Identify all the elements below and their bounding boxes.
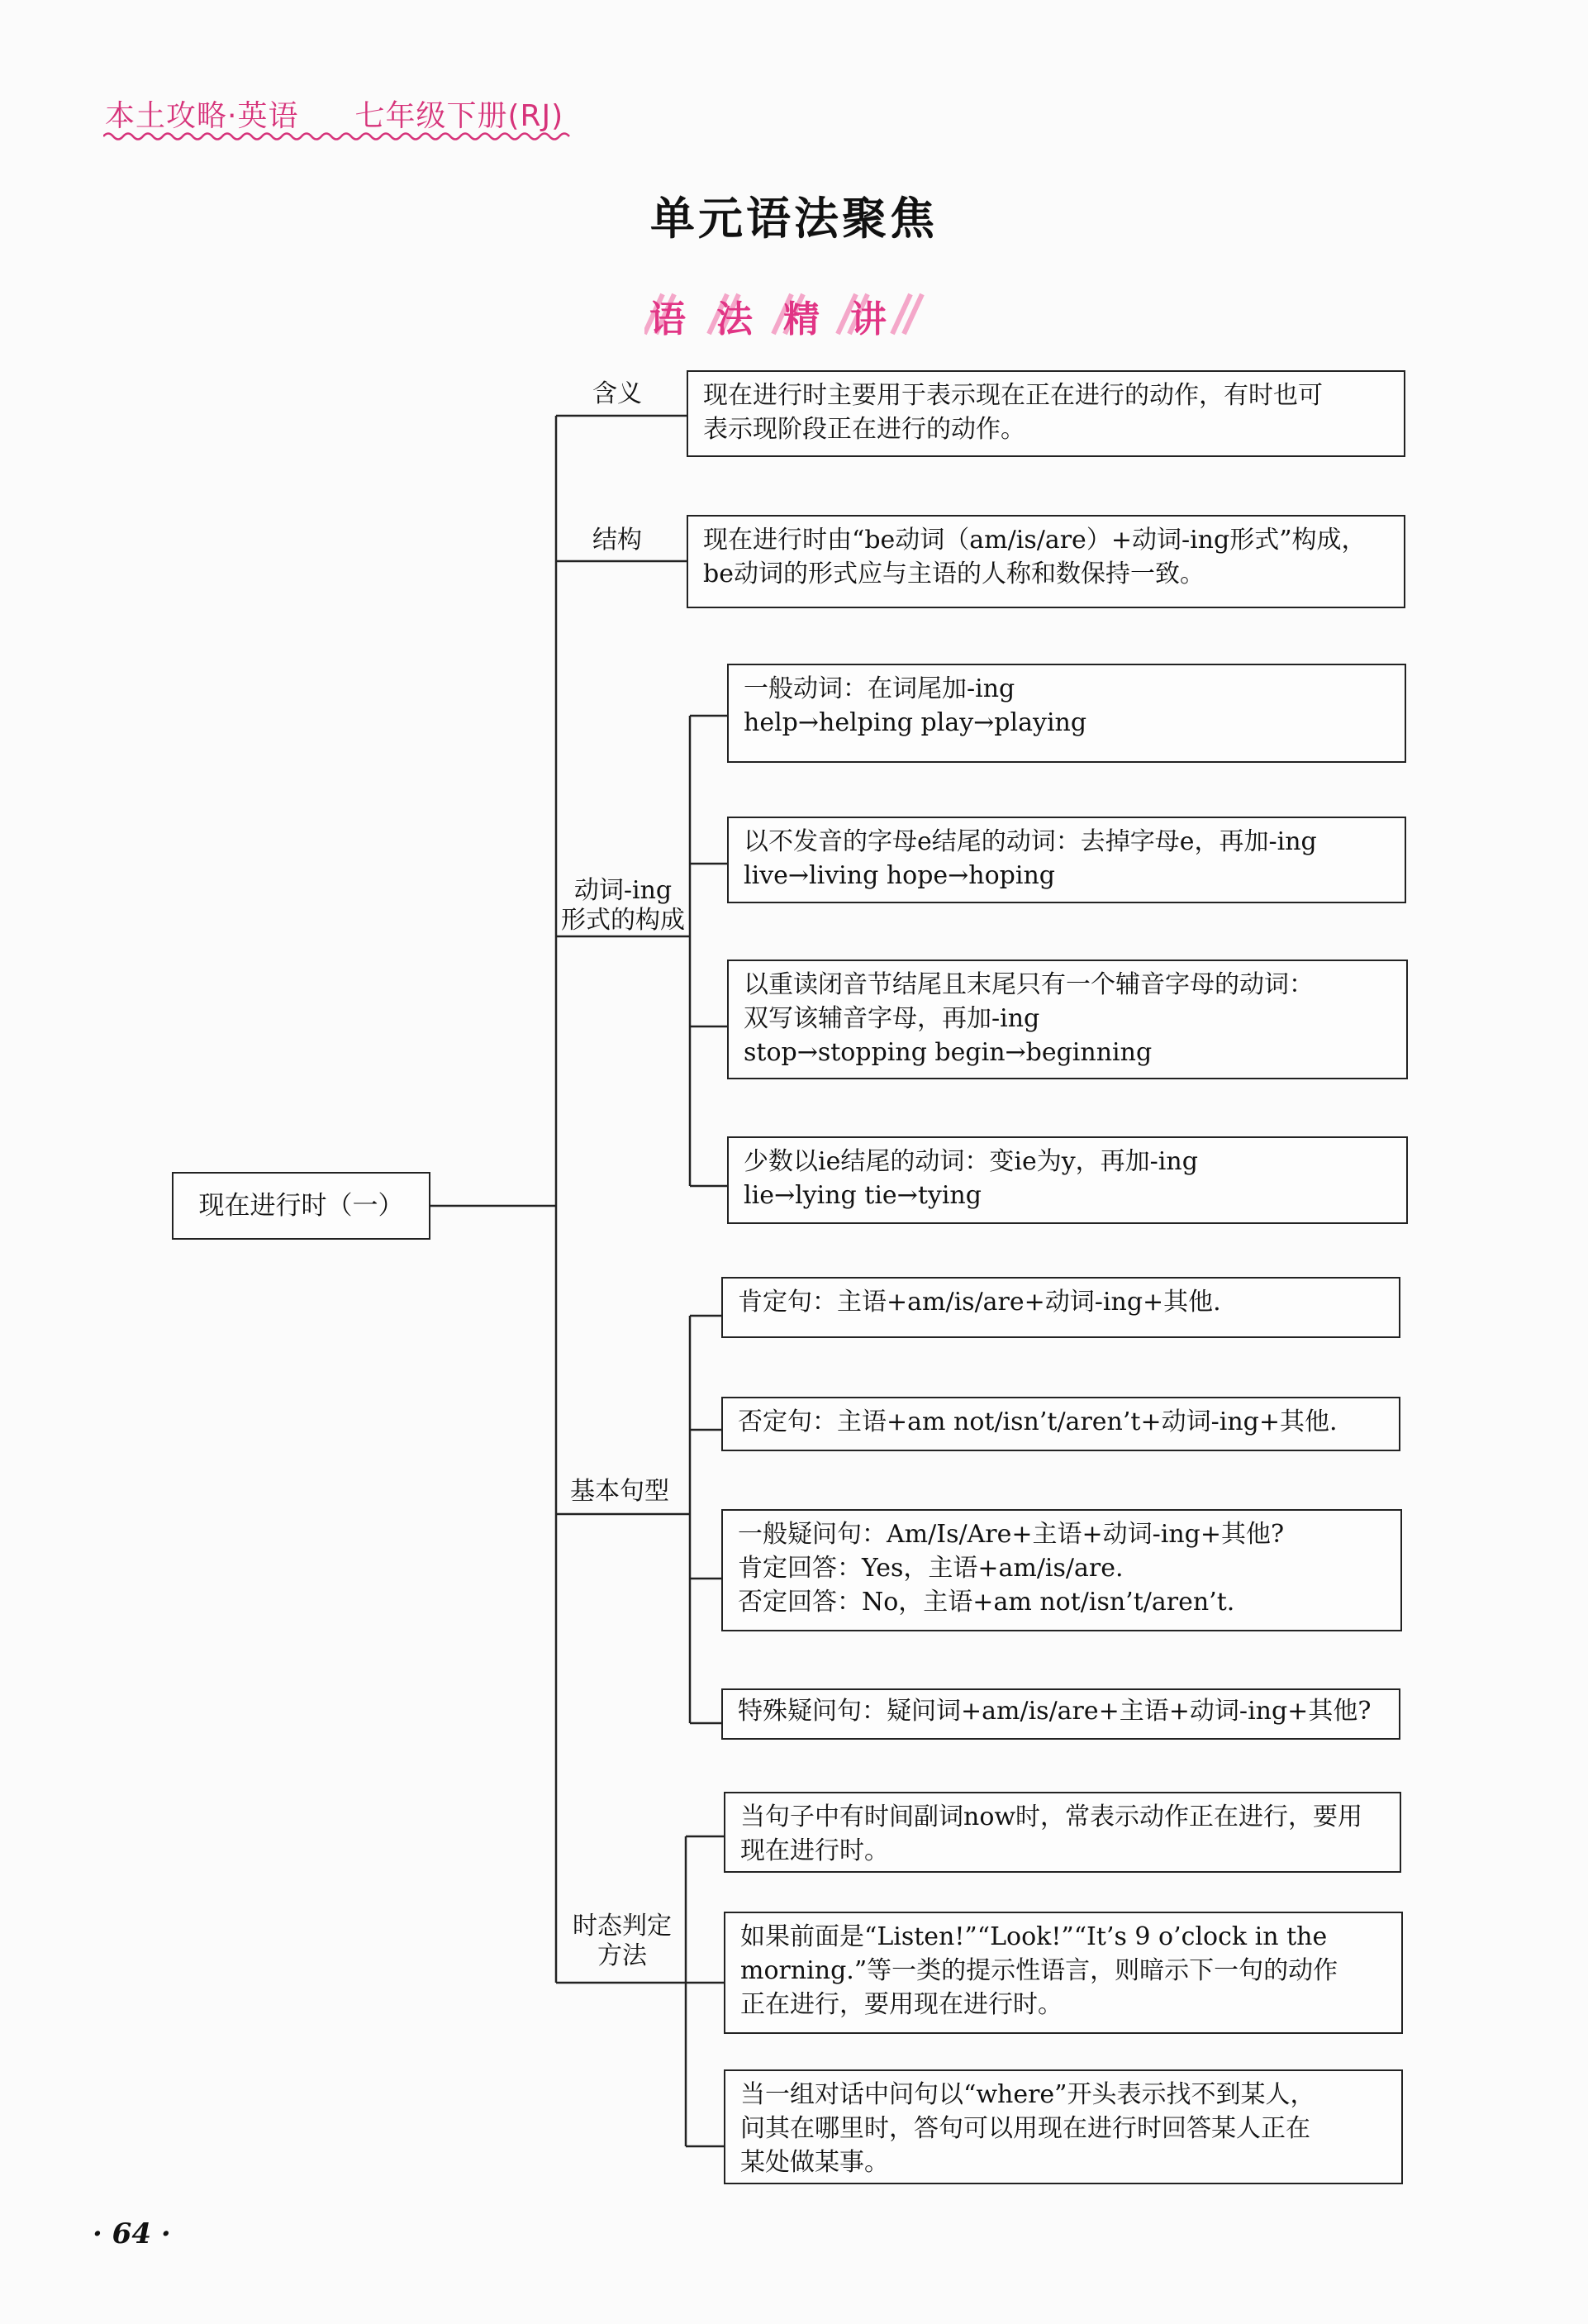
ing-rule-box: [727, 1136, 1408, 1224]
box-line: 否定句：主语+am not/isn’t/aren’t+动词-ing+其他.: [738, 1407, 1338, 1436]
label-line: 方法: [597, 1941, 647, 1970]
box-line: stop→stopping begin→beginning: [744, 1038, 1153, 1067]
branch-label-meaning: 含义: [592, 379, 642, 408]
box-line: 肯定句：主语+am/is/are+动词-ing+其他.: [738, 1288, 1221, 1317]
grade-label: 七年级下册(RJ): [354, 99, 564, 133]
sentence-type-box: [721, 1688, 1400, 1740]
box-line: 现在进行时。: [740, 1836, 889, 1865]
box-line: 少数以ie结尾的动词：变ie为y，再加-ing: [744, 1147, 1198, 1176]
box-line: 现在进行时主要用于表示现在正在进行的动作，有时也可: [703, 381, 1323, 410]
structure-box: [687, 515, 1405, 608]
sentence-type-box: [721, 1509, 1402, 1631]
branch-label-sentence-types: 基本句型: [570, 1477, 669, 1506]
page-number: · 64 ·: [93, 2217, 171, 2250]
box-line: 表示现阶段正在进行的动作。: [703, 415, 1025, 444]
branch-label-structure: 结构: [592, 526, 642, 555]
box-line: morning.”等一类的提示性语言，则暗示下一句的动作: [740, 1956, 1338, 1985]
root-node: 现在进行时（一）: [172, 1172, 430, 1240]
box-line: 以不发音的字母e结尾的动词：去掉字母e，再加-ing: [744, 827, 1317, 856]
box-line: 现在进行时由“be动词（am/is/are）+动词-ing形式”构成，: [703, 526, 1367, 555]
meaning-box: [687, 370, 1405, 457]
box-line: 特殊疑问句：疑问词+am/is/are+主语+动词-ing+其他?: [738, 1697, 1372, 1726]
label-line: 动词-ing: [573, 876, 673, 905]
sentence-type-box: [721, 1397, 1400, 1451]
judgement-box: [724, 1792, 1401, 1873]
label-line: 时态判定: [573, 1912, 672, 1941]
section-banner: 语法精讲: [649, 298, 917, 341]
label-line: 形式的构成: [561, 906, 685, 935]
sentence-type-box: [721, 1277, 1400, 1338]
box-line: 否定回答：No，主语+am not/isn’t/aren’t.: [738, 1588, 1235, 1617]
box-line: 如果前面是“Listen!”“Look!”“It’s 9 o’clock in the: [740, 1922, 1328, 1951]
box-line: be动词的形式应与主语的人称和数保持一致。: [703, 560, 1205, 588]
box-line: 肯定回答：Yes，主语+am/is/are.: [738, 1554, 1124, 1583]
branch-label-ing-form: [558, 876, 688, 936]
page-title: 单元语法聚焦: [650, 192, 938, 245]
box-line: 一般动词：在词尾加-ing: [744, 674, 1015, 703]
judgement-box: [724, 2069, 1403, 2184]
box-line: 问其在哪里时，答句可以用现在进行时回答某人正在: [740, 2114, 1310, 2143]
branch-label-tense-judgement: [559, 1912, 686, 1971]
judgement-box: [724, 1912, 1403, 2034]
box-line: 某处做某事。: [740, 2148, 889, 2177]
box-line: 当一组对话中问句以“where”开头表示找不到某人，: [740, 2080, 1315, 2109]
box-line: lie→lying tie→tying: [744, 1181, 982, 1210]
box-line: 当句子中有时间副词now时，常表示动作正在进行，要用: [740, 1803, 1363, 1831]
ing-rule-box: [727, 664, 1406, 763]
box-line: 一般疑问句：Am/Is/Are+主语+动词-ing+其他?: [738, 1520, 1285, 1549]
box-line: 双写该辅音字母，再加-ing: [744, 1004, 1040, 1033]
box-line: help→helping play→playing: [744, 708, 1087, 737]
box-line: 正在进行，要用现在进行时。: [740, 1990, 1063, 2019]
book-title: 本土攻略·英语: [105, 99, 299, 133]
box-line: 以重读闭音节结尾且末尾只有一个辅音字母的动词：: [744, 970, 1314, 999]
box-line: live→living hope→hoping: [744, 861, 1056, 890]
ing-rule-box: [727, 960, 1408, 1079]
ing-rule-box: [727, 817, 1406, 903]
